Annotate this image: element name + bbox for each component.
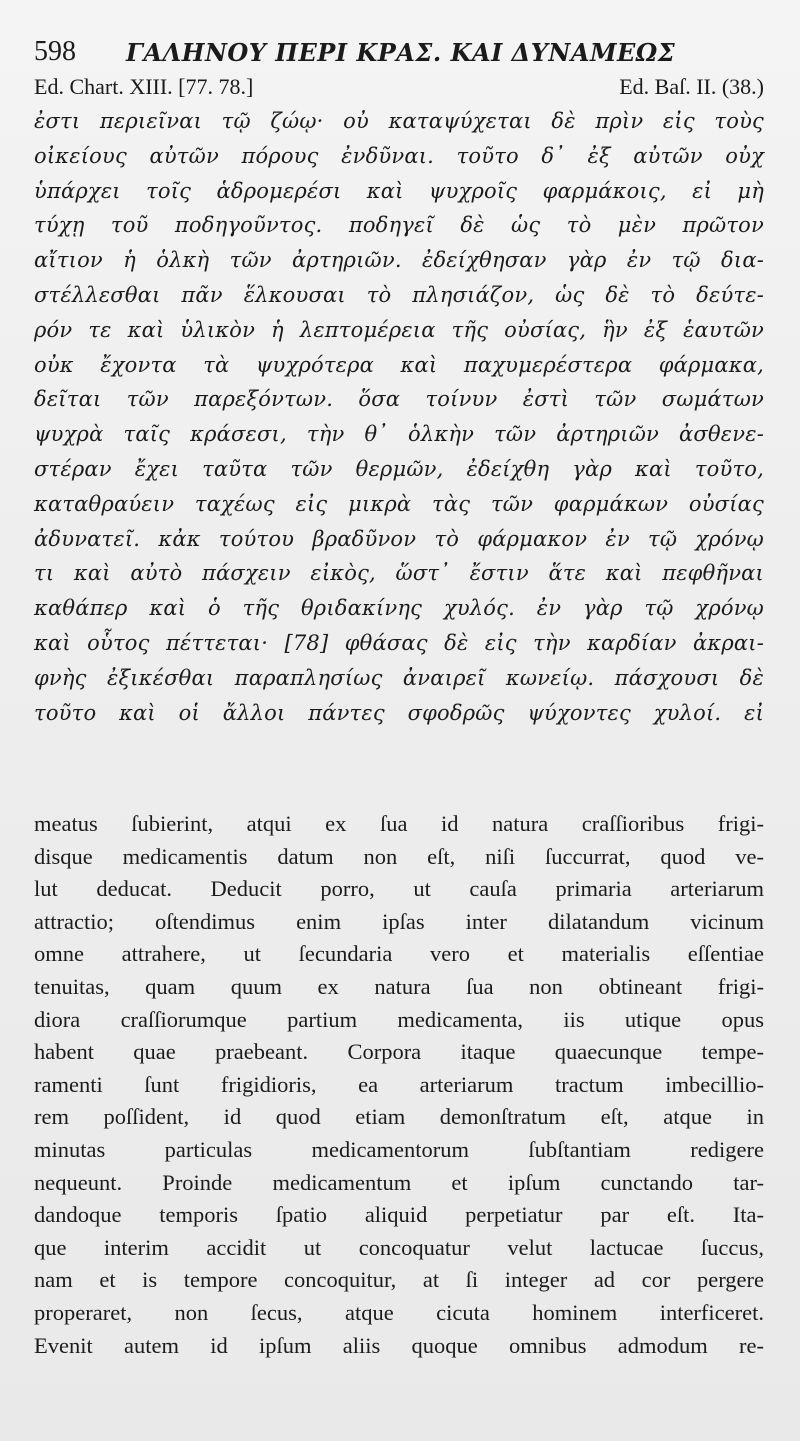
page-number: 598 [34, 36, 76, 67]
greek-line: ψυχρὰ ταῖς κράσεσι, τὴν θ᾽ ὁλκὴν τῶν ἀρτηριῶν ἀσθενε- [34, 422, 764, 447]
latin-line: disque medicamentis datum non eſt, niſi ſuccurrat, quod ve- [34, 843, 764, 869]
edition-references [34, 74, 764, 102]
greek-line: τι καὶ αὐτὸ πάσχειν εἰκὸς, ὥστ᾽ ἔστιν ἅτε καὶ πεφθῆναι [34, 561, 764, 586]
latin-line: Evenit autem id ipſum aliis quoque omnibus admodum re- [34, 1332, 764, 1358]
latin-line: diora craſſiorumque partium medicamenta, iis utique opus [34, 1006, 764, 1032]
greek-line: ὑπάρχει τοῖς ἁδρομερέσι καὶ ψυχροῖς φαρμάκοις, εἰ μὴ [34, 178, 764, 203]
greek-line: καθάπερ καὶ ὁ τῆς θριδακίνης χυλός. ἐν γὰρ τῷ χρόνῳ [34, 596, 764, 621]
latin-line: properaret, non ſecus, atque cicuta hominem interficeret. [34, 1299, 764, 1325]
latin-line: meatus ſubierint, atqui ex ſua id natura craſſioribus frigi- [34, 811, 764, 836]
latin-text-block [34, 808, 764, 1362]
greek-line: καταθραύειν ταχέως εἰς μικρὰ τὰς τῶν φαρμάκων οὐσίας [34, 491, 764, 516]
latin-line: habent quae praebeant. Corpora itaque quaecunque tempe- [34, 1039, 764, 1065]
greek-line: στέλλεσθαι πᾶν ἕλκουσαι τὸ πλησιάζον, ὡς δὲ τὸ δεύτε- [34, 282, 764, 307]
latin-line: rem poſſident, id quod etiam demonſtratum eſt, atque in [34, 1104, 764, 1130]
latin-line: attractio; oſtendimus enim ipſas inter dilatandum vicinum [34, 908, 764, 934]
greek-line: τοῦτο καὶ οἱ ἄλλοι πάντες σφοδρῶς ψύχοντες χυλοί. εἰ [34, 700, 764, 725]
greek-line: αἴτιον ἡ ὁλκὴ τῶν ἀρτηριῶν. ἐδείχθησαν γὰρ ἐν τῷ δια- [34, 248, 764, 273]
latin-line: dandoque temporis ſpatio aliquid perpetiatur par eſt. Ita- [34, 1202, 764, 1228]
greek-line: οὐκ ἔχοντα τὰ ψυχρότερα καὶ παχυμερέστερα φάρμακα, [34, 352, 764, 377]
greek-line: τύχῃ τοῦ ποδηγοῦντος. ποδηγεῖ δὲ ὡς τὸ μὲν πρῶτον [34, 213, 764, 238]
latin-line: nam et is tempore concoquitur, at ſi integer ad cor pergere [34, 1267, 764, 1293]
greek-line: ρόν τε καὶ ὑλικὸν ἡ λεπτομέρεια τῆς οὐσίας, ἣν ἐξ ἑαυτῶν [34, 317, 764, 342]
latin-line: ramenti ſunt frigidioris, ea arteriarum tractum imbecillio- [34, 1071, 764, 1097]
latin-line: nequeunt. Proinde medicamentum et ipſum cunctando tar- [34, 1169, 764, 1195]
greek-line: καὶ οὗτος πέττεται· [78] φθάσας δὲ εἰς τὴν καρδίαν ἀκραι- [34, 630, 764, 655]
greek-text-block [34, 104, 764, 730]
latin-line: lut deducat. Deducit porro, ut cauſa primaria arteriarum [34, 876, 764, 902]
greek-line: ἀδυνατεῖ. κἀκ τούτου βραδῦνον τὸ φάρμακον ἐν τῷ χρόνῳ [34, 526, 764, 551]
latin-line: que interim accidit ut concoquatur velut lactucae ſuccus, [34, 1234, 764, 1260]
latin-line: omne attrahere, ut ſecundaria vero et materialis eſſentiae [34, 941, 764, 967]
running-title: ΓΑΛΗΝΟΥ ΠΕΡΙ ΚΡΑΣ. ΚΑΙ ΔΥΝΑΜΕΩΣ [126, 38, 676, 67]
latin-line: tenuitas, quam quum ex natura ſua non obtineant frigi- [34, 973, 764, 999]
greek-line: δεῖται τῶν παρεξόντων. ὅσα τοίνυν ἐστὶ τῶν σωμάτων [34, 387, 764, 412]
greek-line: φνὴς ἐξικέσθαι παραπλησίως ἀναιρεῖ κωνείῳ. πάσχουσι δὲ [34, 665, 764, 690]
edition-reference-chartier: Ed. Chart. XIII. [77. 78.] [34, 74, 254, 99]
greek-line: ἐστι περιεῖναι τῷ ζώῳ· οὐ καταψύχεται δὲ πρὶν εἰς τοὺς [34, 109, 764, 133]
greek-line: στέραν ἔχει ταῦτα τῶν θερμῶν, ἐδείχθη γὰρ καὶ τοῦτο, [34, 456, 764, 481]
latin-line: minutas particulas medicamentorum ſubſtantiam redigere [34, 1136, 764, 1162]
edition-reference-basel: Ed. Baſ. II. (38.) [619, 74, 764, 99]
greek-line: οἰκείους αὐτῶν πόρους ἐνδῦναι. τοῦτο δ᾽ ἐξ αὐτῶν οὐχ [34, 143, 764, 168]
page-header [34, 36, 774, 74]
